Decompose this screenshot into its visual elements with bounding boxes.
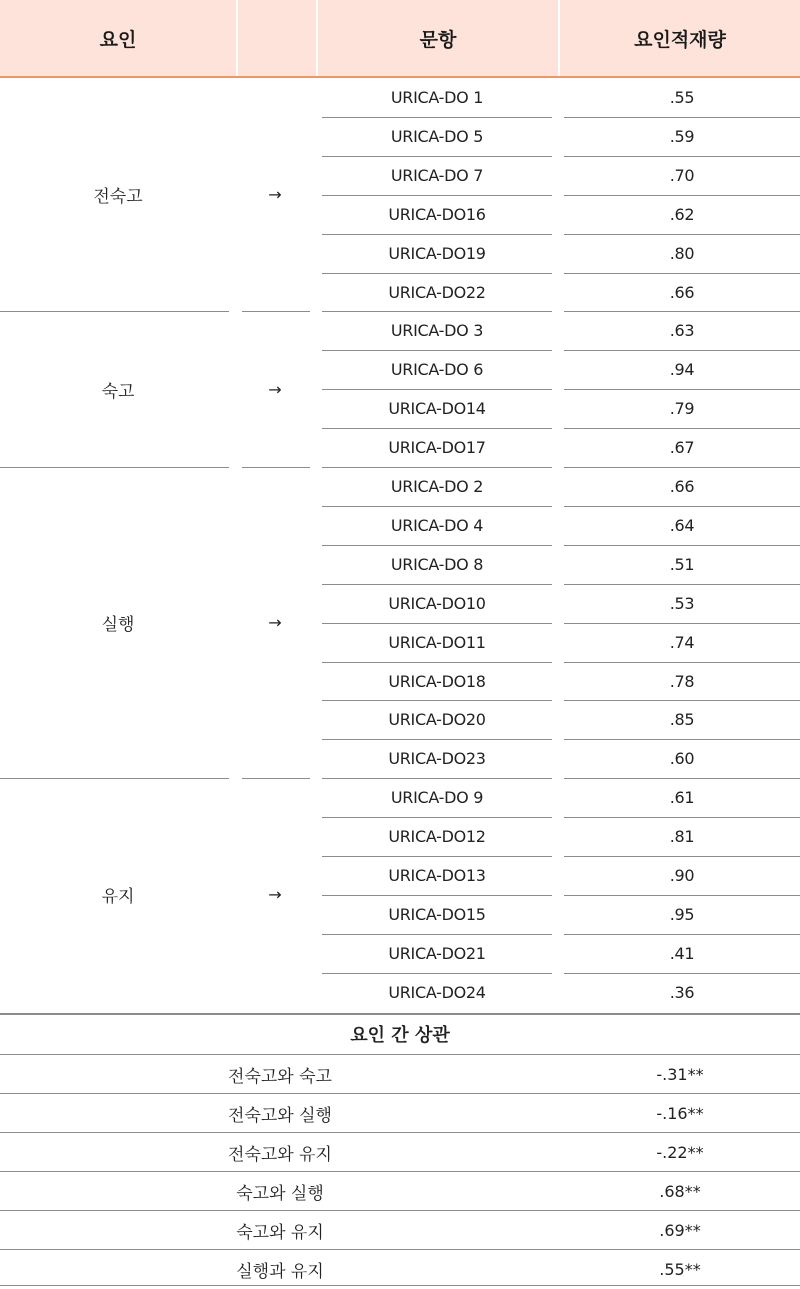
table-header (0, 0, 800, 76)
correlation-value: .55** (659, 1259, 701, 1279)
loading-cell: .64 (669, 515, 695, 535)
loading-cell: .36 (669, 982, 695, 1002)
item-cell: URICA-DO19 (388, 243, 486, 263)
factor-pair: 전숙고와 실행 (228, 1105, 332, 1126)
loading-cell: .63 (669, 321, 695, 341)
loading-cell: .41 (669, 943, 695, 963)
factor-pair: 전숙고와 유지 (228, 1144, 332, 1165)
loading-cell: .62 (669, 204, 695, 224)
arrow-icon: → (268, 613, 282, 633)
loading-cell: .90 (669, 866, 695, 885)
item-cell: URICA-DO 1 (390, 88, 484, 107)
header-arrow-column (238, 0, 316, 76)
factor-label: 실행 (101, 615, 135, 636)
loading-cell: .53 (669, 593, 695, 613)
item-cell: URICA-DO13 (388, 866, 486, 885)
loading-cell: .78 (669, 671, 695, 691)
item-cell: URICA-DO17 (388, 438, 486, 458)
correlation-value: -.22** (656, 1142, 704, 1162)
correlation-value: .68** (659, 1181, 701, 1201)
correlation-value: -.31** (656, 1064, 704, 1084)
loading-cell: .55 (669, 88, 695, 107)
loading-cell: .66 (669, 477, 695, 496)
loading-cell: .61 (669, 788, 695, 808)
correlation-section-title: 요인 간 상관 (350, 1025, 450, 1047)
factor-pair: 숙고와 유지 (236, 1222, 324, 1243)
correlation-value: -.16** (656, 1103, 704, 1123)
item-cell: URICA-DO 8 (390, 554, 484, 574)
loading-cell: .95 (669, 904, 695, 924)
loading-cell: .60 (669, 749, 695, 769)
item-cell: URICA-DO14 (388, 399, 486, 419)
arrow-icon: → (268, 379, 282, 399)
loading-cell: .94 (669, 360, 695, 380)
factor-pair: 숙고와 실행 (236, 1183, 324, 1204)
header-item: 문항 (419, 28, 457, 51)
arrow-icon: → (268, 185, 282, 205)
item-cell: URICA-DO12 (388, 827, 486, 847)
loading-cell: .70 (669, 165, 695, 185)
loading-cell: .51 (669, 554, 695, 574)
item-cell: URICA-DO11 (388, 632, 486, 652)
item-cell: URICA-DO 5 (390, 126, 484, 146)
header-loading: 요인적재량 (634, 28, 726, 51)
factor-label: 숙고 (101, 381, 135, 402)
table-bottom-rule (0, 1285, 800, 1286)
item-cell: URICA-DO21 (388, 943, 486, 963)
loading-cell: .74 (669, 632, 695, 652)
loading-cell: .67 (669, 438, 695, 458)
factor-pair: 실행과 유지 (236, 1261, 324, 1282)
item-cell: URICA-DO16 (388, 204, 486, 224)
item-cell: URICA-DO23 (388, 749, 486, 769)
item-cell: URICA-DO10 (388, 593, 486, 613)
loading-cell: .85 (669, 710, 695, 730)
arrow-icon: → (268, 885, 282, 905)
item-cell: URICA-DO18 (388, 671, 486, 691)
factor-pair: 전숙고와 숙고 (228, 1066, 332, 1087)
item-cell: URICA-DO24 (388, 982, 486, 1002)
item-cell: URICA-DO 9 (390, 788, 484, 808)
loading-cell: .66 (669, 282, 695, 302)
loading-cell: .59 (669, 126, 695, 146)
item-cell: URICA-DO 3 (390, 321, 484, 341)
factor-label: 유지 (101, 887, 135, 908)
item-cell: URICA-DO22 (388, 282, 486, 302)
item-cell: URICA-DO15 (388, 904, 486, 924)
factor-label: 전숙고 (93, 187, 143, 208)
item-cell: URICA-DO 7 (390, 165, 484, 185)
loading-cell: .81 (669, 827, 695, 847)
item-cell: URICA-DO 2 (390, 477, 484, 496)
loading-cell: .80 (669, 243, 695, 263)
loading-cell: .79 (669, 399, 695, 419)
correlation-value: .69** (659, 1220, 701, 1240)
item-cell: URICA-DO20 (388, 710, 486, 730)
item-cell: URICA-DO 4 (390, 515, 484, 535)
header-factor: 요인 (99, 28, 137, 51)
item-cell: URICA-DO 6 (390, 360, 484, 380)
